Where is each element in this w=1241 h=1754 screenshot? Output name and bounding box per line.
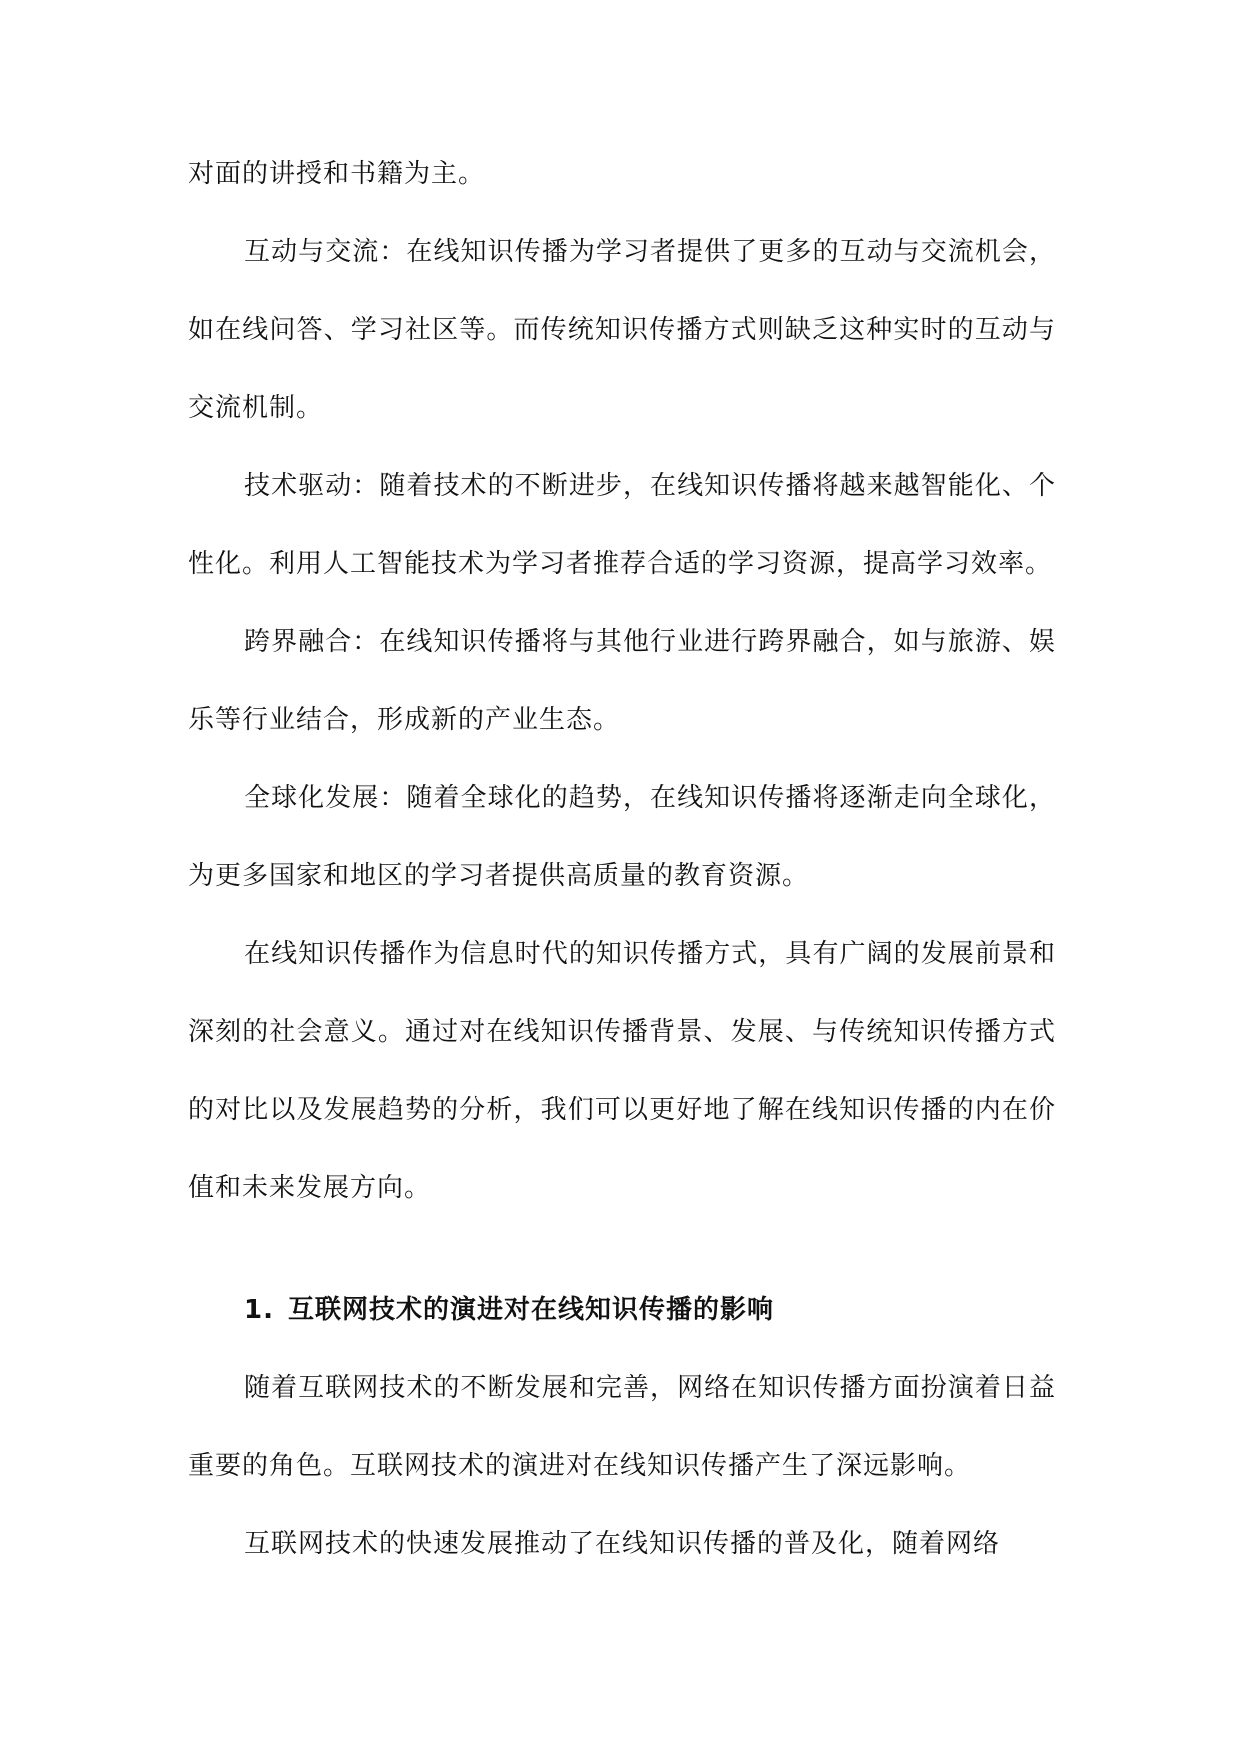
section-gap: [188, 1227, 1056, 1271]
section-number: 1.: [244, 1295, 274, 1325]
paragraph-summary: 在线知识传播作为信息时代的知识传播方式，具有广阔的发展前景和深刻的社会意义。通过对在线知识传播背景、发展、与传统知识传播方式的对比以及发展趋势的分析，我们可以更好地了解在线知识传播的内在价值和未来发展方向。: [188, 939, 1056, 1203]
paragraph-globalization: 全球化发展：随着全球化的趋势，在线知识传播将逐渐走向全球化，为更多国家和地区的学习者提供高质量的教育资源。: [188, 783, 1056, 891]
paragraph-continuation: 对面的讲授和书籍为主。: [188, 159, 486, 189]
section-heading: [188, 1271, 1056, 1349]
paragraph-internet-evolution: 随着互联网技术的不断发展和完善，网络在知识传播方面扮演着日益重要的角色。互联网技术的演进对在线知识传播产生了深远影响。: [188, 1373, 1056, 1481]
paragraph-interaction: 互动与交流：在线知识传播为学习者提供了更多的互动与交流机会，如在线问答、学习社区等。而传统知识传播方式则缺乏这种实时的互动与交流机制。: [188, 237, 1056, 423]
document-body: [188, 135, 1056, 1583]
paragraph-tech-driven: 技术驱动：随着技术的不断进步，在线知识传播将越来越智能化、个性化。利用人工智能技术为学习者推荐合适的学习资源，提高学习效率。: [188, 471, 1056, 579]
paragraph-popularization: 互联网技术的快速发展推动了在线知识传播的普及化，随着网络: [244, 1529, 1001, 1559]
paragraph-crossover: 跨界融合：在线知识传播将与其他行业进行跨界融合，如与旅游、娱乐等行业结合，形成新的产业生态。: [188, 627, 1056, 735]
section-title: 互联网技术的演进对在线知识传播的影响: [288, 1295, 775, 1325]
